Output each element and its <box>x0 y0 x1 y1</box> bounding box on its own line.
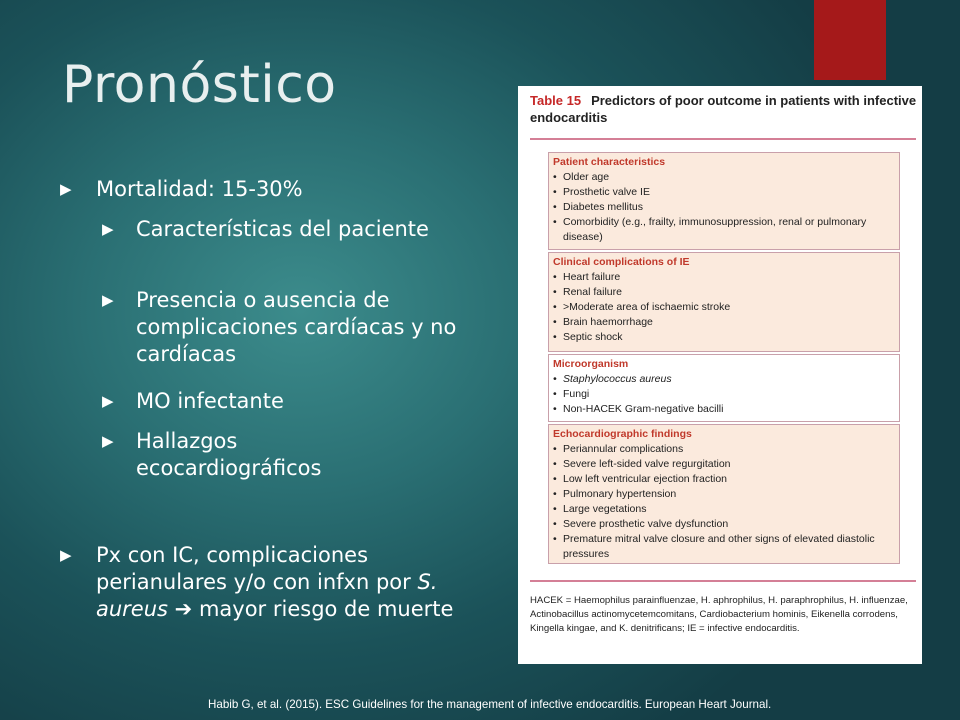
subbullet-patient <box>102 216 502 243</box>
arrow-bullet-icon: ▶ <box>102 220 114 238</box>
section-title: Patient characteristics <box>553 156 666 168</box>
list-item: • Large vegetations <box>553 502 895 517</box>
arrow-bullet-icon: ▶ <box>102 392 114 410</box>
table-bottom-rule <box>530 580 916 582</box>
list-item: • Low left ventricular ejection fraction <box>553 472 895 487</box>
subbullet-echo <box>102 428 392 482</box>
subbullet-patient-text: Características del paciente <box>136 217 429 241</box>
list-item: • Heart failure <box>553 270 895 285</box>
arrow-bullet-icon: ▶ <box>60 546 72 564</box>
table-top-rule <box>530 138 916 140</box>
section-title: Echocardiographic findings <box>553 428 692 440</box>
section-clinical-complications <box>548 252 900 352</box>
bullet-mortality-text: Mortalidad: 15-30% <box>96 177 303 201</box>
red-accent-bar <box>814 0 886 80</box>
citation: Habib G, et al. (2015). ESC Guidelines for the management of infective endocarditis. European Heart Journal. <box>208 698 772 711</box>
list-item: • Comorbidity (e.g., frailty, immunosuppression, renal or pulmonary disease) <box>553 215 895 245</box>
subbullet-microorganism-text: MO infectante <box>136 389 284 413</box>
arrow-bullet-icon: ▶ <box>102 291 114 309</box>
subbullet-echo-text: Hallazgos ecocardiográficos <box>136 429 322 480</box>
right-arrow-icon: ➔ <box>174 597 193 621</box>
list-item: • Pulmonary hypertension <box>553 487 895 502</box>
table-title: Predictors of poor outcome in patients with infective endocarditis <box>530 93 917 125</box>
list-item: • Septic shock <box>553 330 895 345</box>
section-patient-characteristics <box>548 152 900 250</box>
subbullet-complications <box>102 287 502 368</box>
slide-title: Pronóstico <box>62 55 337 115</box>
list-item: • Diabetes mellitus <box>553 200 895 215</box>
list-item: • Brain haemorrhage <box>553 315 895 330</box>
table-footnote: HACEK = Haemophilus parainfluenzae, H. aphrophilus, H. paraphrophilus, H. influenzae, Actinobacillus actinomycetemcomitans, Cardiobacterium hominis, Eikenella corrodens, Kingella kingae, and K. denitrificans; IE = infective endocarditis. <box>530 595 908 634</box>
section-title: Microorganism <box>553 358 629 370</box>
list-item: • Older age <box>553 170 895 185</box>
subbullet-microorganism <box>102 388 502 415</box>
list-item: • Prosthetic valve IE <box>553 185 895 200</box>
list-item: • Non-HACEK Gram-negative bacilli <box>553 402 895 417</box>
table-heading <box>530 92 922 126</box>
arrow-bullet-icon: ▶ <box>102 432 114 450</box>
table-number: Table 15 <box>530 93 582 108</box>
section-microorganism <box>548 354 900 422</box>
section-title: Clinical complications of IE <box>553 256 690 268</box>
list-item: • Premature mitral valve closure and other signs of elevated diastolic pressures <box>553 532 895 562</box>
bullet-prognosis <box>60 542 485 623</box>
predictors-table-image <box>518 86 922 664</box>
bullet-prognosis-text: Px con IC, complicaciones perianulares y/o con infxn por S. aureus ➔ mayor riesgo de muerte <box>96 543 454 621</box>
list-item: • Staphylococcus aureus <box>553 372 895 387</box>
list-item: • >Moderate area of ischaemic stroke <box>553 300 895 315</box>
section-echocardiographic-findings <box>548 424 900 564</box>
list-item: • Severe prosthetic valve dysfunction <box>553 517 895 532</box>
list-item: • Severe left-sided valve regurgitation <box>553 457 895 472</box>
arrow-bullet-icon: ▶ <box>60 180 72 198</box>
list-item: • Fungi <box>553 387 895 402</box>
list-item: • Renal failure <box>553 285 895 300</box>
subbullet-complications-text: Presencia o ausencia de complicaciones cardíacas y no cardíacas <box>136 288 457 366</box>
list-item: • Periannular complications <box>553 442 895 457</box>
bullet-mortality <box>60 176 303 203</box>
